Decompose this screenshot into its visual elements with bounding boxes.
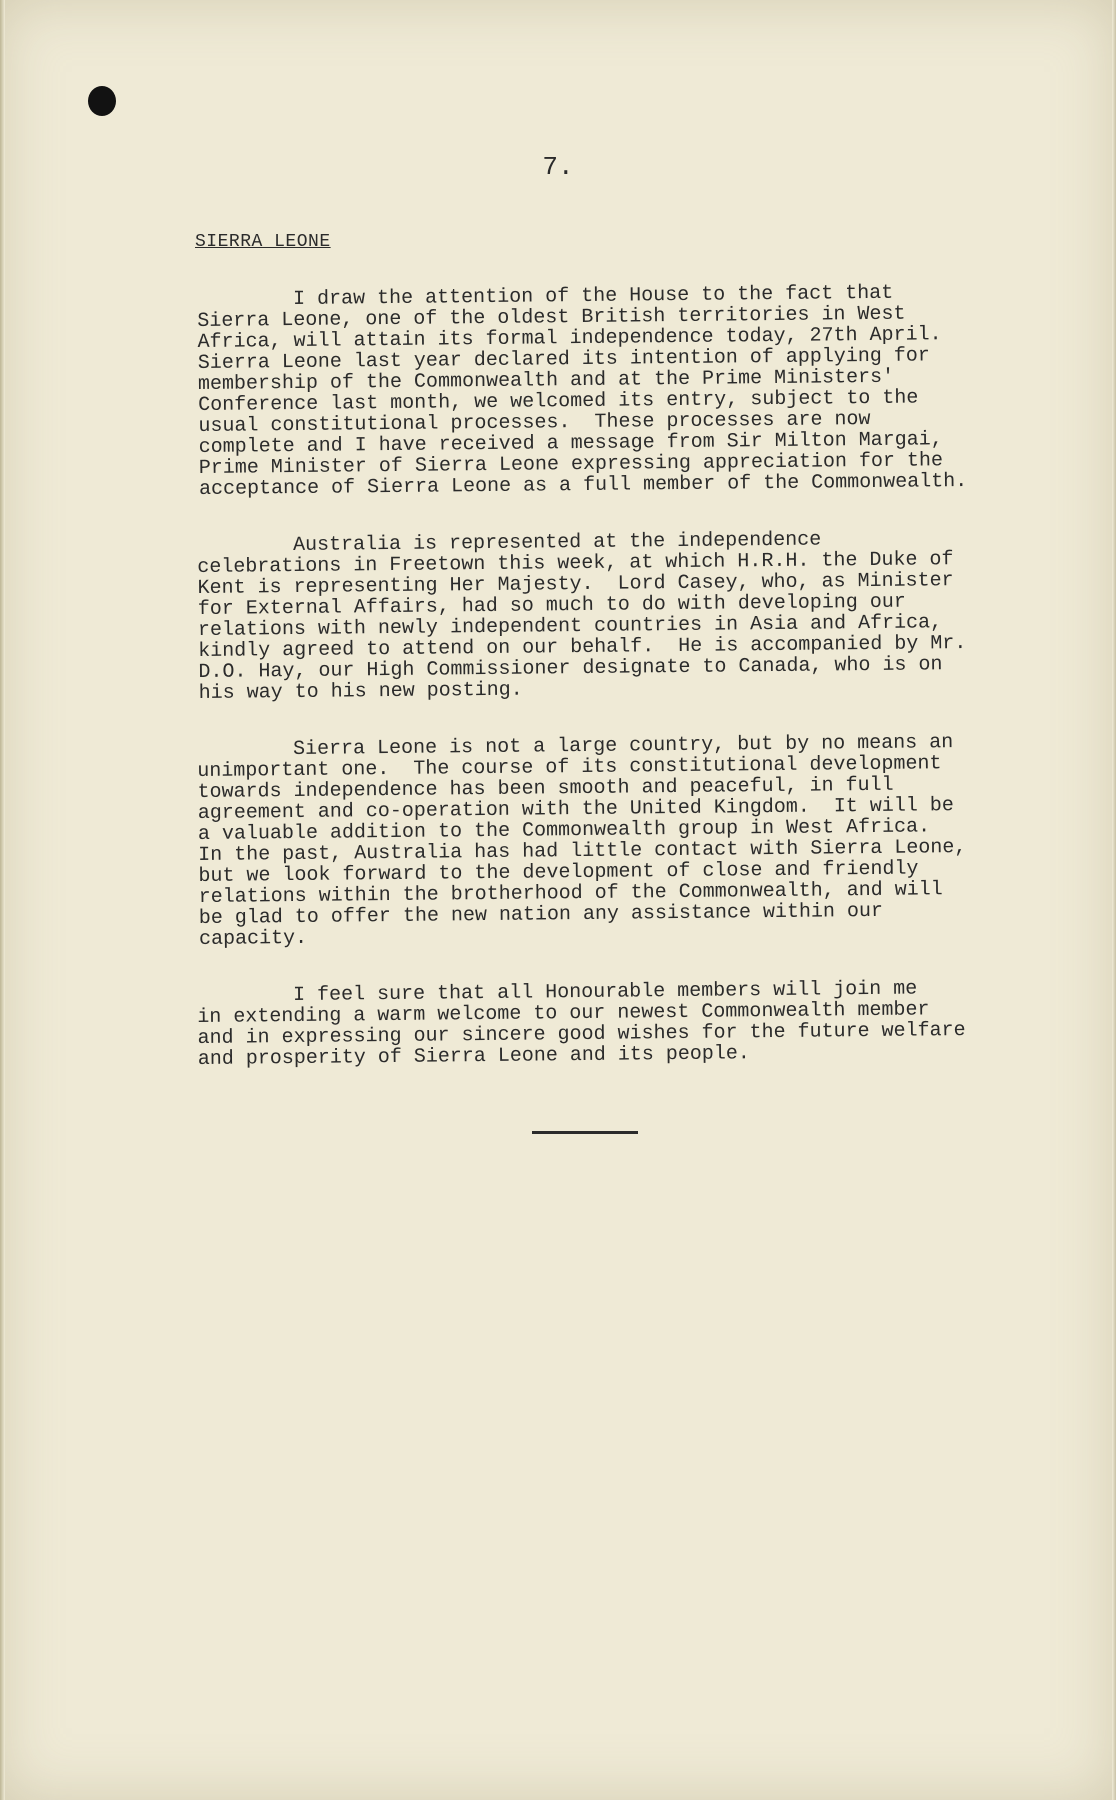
paper-edge-right: [1112, 0, 1116, 1800]
punch-hole: [88, 86, 116, 116]
paragraph-2: Australia is represented at the independence celebrations in Freetown this week, at which H.R.H. the Duke of Kent is representing Her Majesty. Lord Casey, who, as Minister for External Affairs, had so much to do with developing our relations with newly independent countries in Asia and Africa, kindly agreed to attend on our behalf. He is accompanied by Mr. D.O. Hay, our High Commissioner designate to Canada, who is on his way to his new posting.: [196, 528, 967, 705]
paragraph-1: I draw the attention of the House to the fact that Sierra Leone, one of the oldest British territories in West Africa, will attain its formal independence today, 27th April. Sierra Leone last year declared its intention of applying for membership of the Commonwealth and at the Prime Ministers' Conference last month, we welcomed its entry, subject to the usual constitutional processes. These processes are now complete and I have received a message from Sir Milton Margai, Prime Minister of Sierra Leone expressing appreciation for the acceptance of Sierra Leone as a full member of the Commonwealth.: [196, 281, 968, 501]
paragraph-4: I feel sure that all Honourable members will join me in extending a warm welcome to our newest Commonwealth member and in expressing our sincere good wishes for the future welfare and prosperity of Sierra Leone and its people.: [196, 977, 966, 1071]
paragraph-3: Sierra Leone is not a large country, but by no means an unimportant one. The course of its constitutional development towards independence has been smooth and peaceful, in full agreement and co-operation with the United Kingdom. It will be a valuable addition to the Commonwealth group in West Africa. In the past, Australia has had little contact with Sierra Leone, but we look forward to the development of close and friendly relations within the brotherhood of the Commonwealth, and will be glad to offer the new nation any assistance within our capacity.: [196, 731, 967, 951]
paper-edge-left: [0, 0, 5, 1800]
document-body: [196, 281, 1097, 1106]
closing-rule: [532, 1131, 638, 1134]
section-heading: SIERRA LEONE: [195, 232, 331, 252]
page-number: 7.: [542, 152, 574, 182]
